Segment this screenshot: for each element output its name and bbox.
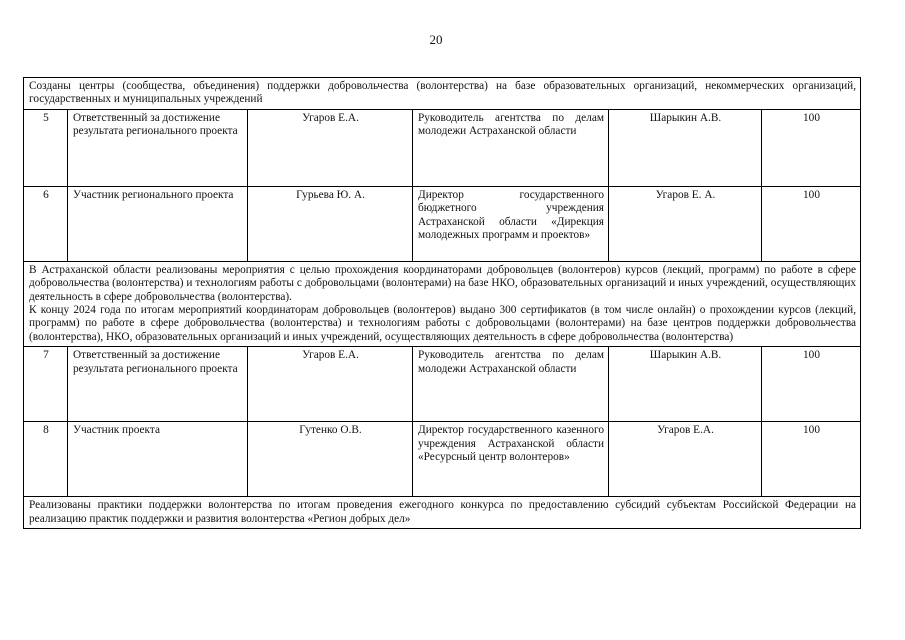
person-cell: Гутенко О.В. [248,422,413,497]
responsibility-table [23,77,861,529]
table-row [24,109,861,186]
table-row [24,347,861,422]
position-cell: Директор государственного казенного учреждения Астраханской области «Ресурсный центр волонтеров» [413,422,609,497]
share-cell: 100 [762,422,861,497]
person-cell: Угаров Е.А. [248,109,413,186]
supervisor-cell: Угаров Е.А. [609,422,762,497]
section-heading-row [24,497,861,529]
section-heading-paragraph: В Астраханской области реализованы мероприятия с целью прохождения координаторами добровольцев (волонтеров) курсов (лекций, программ) по работе в сфере добровольчества (волонтерства) и технологиям работы с добровольцами (волонтерами) на базе НКО, образовательных организаций и иных учреждений, осуществляющих деятельность в сфере добровольчества (волонтерства). [29,263,857,303]
section-heading-row [24,78,861,110]
row-number: 7 [24,347,68,422]
section-heading: Созданы центры (сообщества, объединения) поддержки добровольчества (волонтерства) на базе образовательных организаций, некоммерческих организаций, государственных и муниципальных учреждений [24,78,861,110]
person-cell: Гурьева Ю. А. [248,186,413,261]
role-cell: Участник регионального проекта [68,186,248,261]
position-cell: Руководитель агентства по делам молодежи Астраханской области [413,109,609,186]
row-number: 5 [24,109,68,186]
section-heading: Реализованы практики поддержки волонтерства по итогам проведения ежегодного конкурса по предоставлению субсидий субъектам Российской Федерации на реализацию практик поддержки и развития волонтерства «Регион добрых дел» [24,497,861,529]
role-cell: Участник проекта [68,422,248,497]
supervisor-cell: Шарыкин А.В. [609,109,762,186]
page-number: 20 [429,32,443,47]
supervisor-cell: Шарыкин А.В. [609,347,762,422]
position-cell: Руководитель агентства по делам молодежи Астраханской области [413,347,609,422]
table-row [24,422,861,497]
table-row [24,186,861,261]
person-cell: Угаров Е.А. [248,347,413,422]
section-heading-row [24,261,861,346]
role-cell: Ответственный за достижение результата регионального проекта [68,347,248,422]
role-cell: Ответственный за достижение результата регионального проекта [68,109,248,186]
section-heading [24,261,861,346]
share-cell: 100 [762,109,861,186]
supervisor-cell: Угаров Е. А. [609,186,762,261]
share-cell: 100 [762,347,861,422]
row-number: 6 [24,186,68,261]
section-heading-paragraph: К концу 2024 года по итогам мероприятий координаторам добровольцев (волонтеров) выдано 300 сертификатов (в том числе онлайн) о прохождении курсов (лекций, программ) по работе в сфере добровольчества (волонтерства) и технологиям работы с добровольцами (волонтерами) на базе центров поддержки добровольчества (волонтерства), НКО, образовательных организаций и иных учреждений, осуществляющих деятельность в сфере добровольчества (волонтерства) [29,304,857,343]
position-cell: Директор государственного бюджетного учреждения Астраханской области «Дирекция молодежных программ и проектов» [413,186,609,261]
share-cell: 100 [762,186,861,261]
row-number: 8 [24,422,68,497]
